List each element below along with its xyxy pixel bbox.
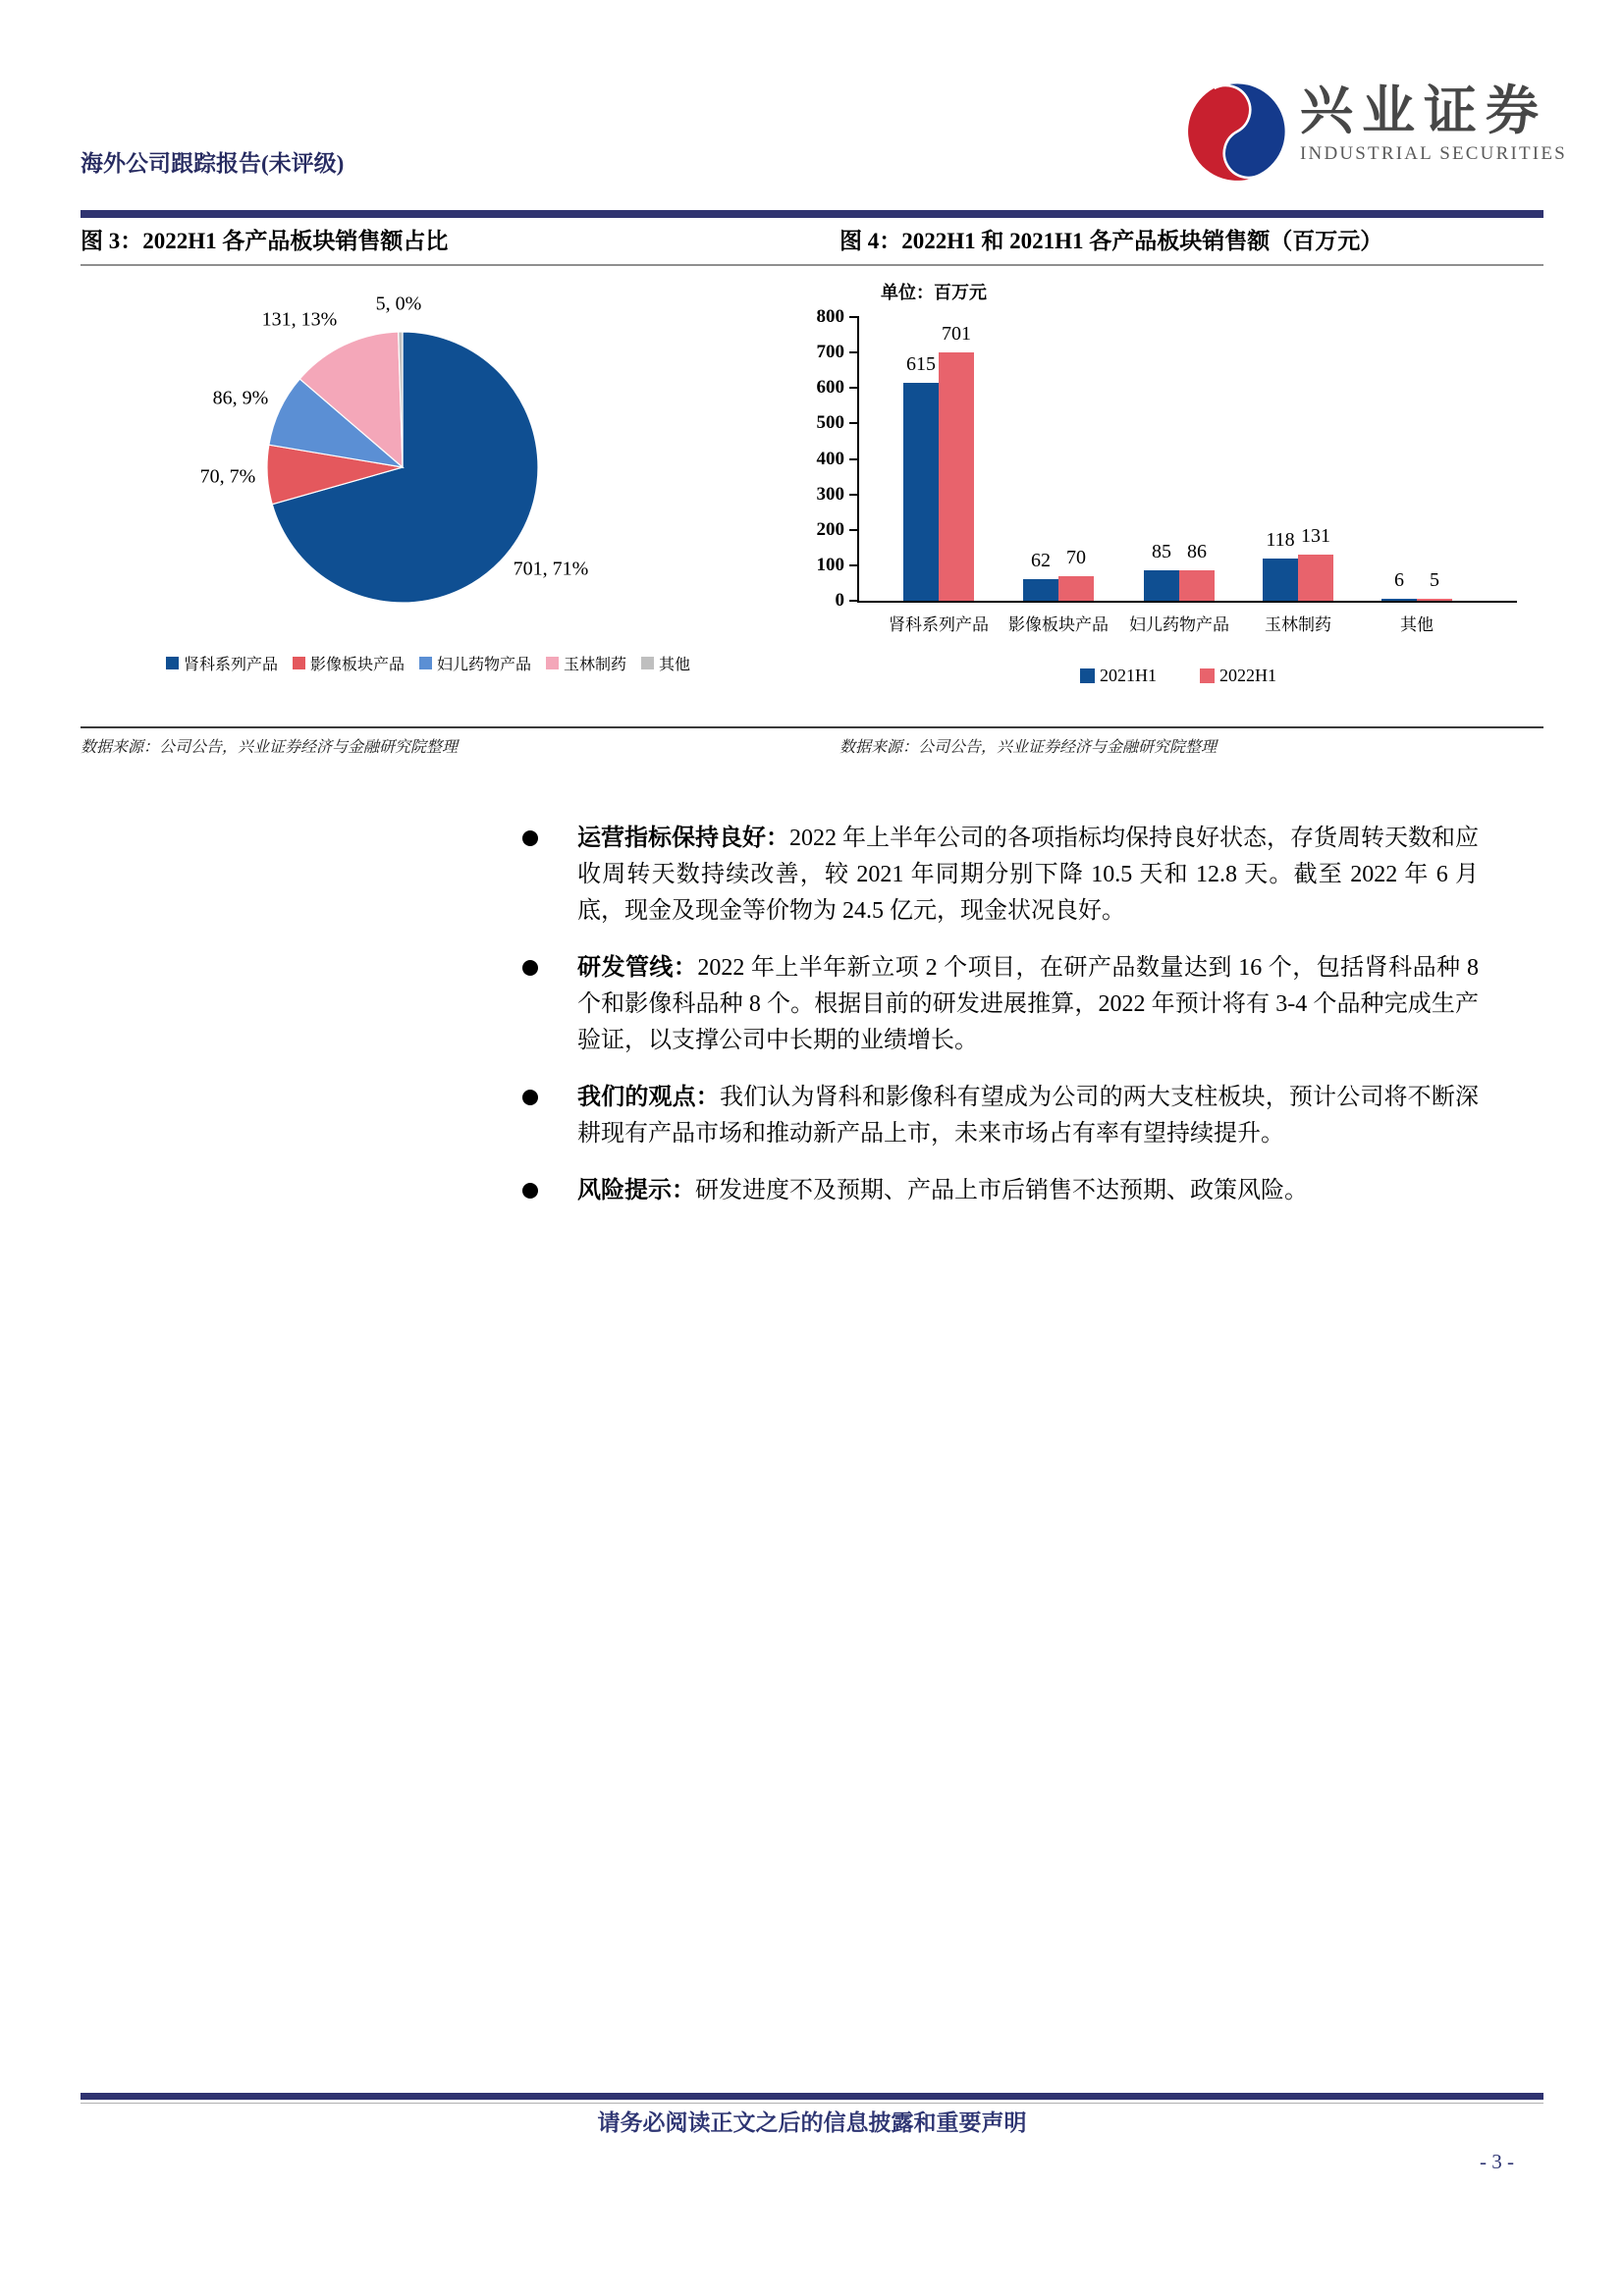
bar-2021H1 [1144,570,1179,601]
bar-unit-label: 单位：百万元 [881,283,987,302]
legend-label: 影像板块产品 [309,657,405,673]
footer-rule [81,2093,1543,2100]
bullet-list [520,821,1479,1230]
bar-2022H1 [1298,555,1333,601]
y-axis-tick-label: 200 [816,518,844,540]
bar-2021H1 [1263,559,1298,601]
legend-label: 妇儿药物产品 [436,657,531,673]
bullet-marker-icon [522,960,538,976]
bar-value-label: 701 [942,322,971,345]
y-axis-tick-label: 500 [816,412,844,434]
bullet-lead: 风险提示： [577,1178,695,1203]
bullet-item [520,950,1479,1059]
bullet-text: 我们认为肾科和影像科有望成为公司的两大支柱板块，预计公司将不断深耕现有产品市场和推动新产品上市，未来市场占有率有望持续提升。 [577,1085,1480,1147]
bar-2022H1 [1417,599,1452,602]
bullet-marker-icon [522,1090,538,1105]
y-axis-tick-mark [849,494,857,496]
figure4-title: 图 4：2022H1 和 2021H1 各产品板块销售额（百万元） [839,229,1383,253]
bar-value-label: 5 [1430,568,1439,591]
y-axis-tick-mark [849,600,857,602]
footer-thin-rule [81,2103,1543,2104]
pie-data-label: 5, 0% [375,293,422,315]
legend-label: 其他 [659,657,691,673]
bullet-text: 2022 年上半年公司的各项指标均保持良好状态，存货周转天数和应收周转天数持续改善，较 2021 年同期分别下降 10.5 天和 12.8 天。截至 2022 年 6 月底，现金及现金等价物为 24.5 亿元，现金状况良好。 [577,826,1479,924]
bullet-text: 研发进度不及预期、产品上市后销售不达预期、政策风险。 [695,1178,1308,1203]
bullet-item [520,821,1479,930]
bullet-item [520,1080,1479,1152]
pie-data-label: 701, 71% [513,558,589,580]
legend-item [1200,666,1276,686]
disclaimer: 请务必阅读正文之后的信息披露和重要声明 [597,2110,1027,2135]
bullet-item [520,1173,1479,1209]
bar-2021H1 [1381,599,1417,602]
figure4-source: 数据来源：公司公告，兴业证券经济与金融研究院整理 [839,739,1218,756]
y-axis-tick-label: 100 [816,554,844,575]
bar-2022H1 [939,352,974,601]
bullet-marker-icon [522,1183,538,1199]
report-type: 海外公司跟踪报告(未评级) [81,151,345,176]
y-axis-tick-mark [849,564,857,566]
bar-chart [0,0,1624,766]
x-axis-category-label: 肾科系列产品 [889,615,989,634]
y-axis-tick-mark [849,458,857,460]
y-axis-tick-mark [849,351,857,353]
legend-swatch-icon [1200,668,1215,683]
bar-value-label: 6 [1394,568,1404,591]
bar-2022H1 [1179,570,1215,601]
y-axis-tick-mark [849,422,857,424]
bar-value-label: 85 [1152,541,1171,563]
legend-swatch-icon [1080,668,1095,683]
bullet-text: 2022 年上半年新立项 2 个项目，在研产品数量达到 16 个，包括肾科品种 8 个和影像科品种 8 个。根据目前的研发进展推算，2022 年预计将有 3-4 个品种完成生产验证，以支撑公司中长期的业绩增长。 [577,955,1480,1053]
bar-2021H1 [903,383,939,601]
bullet-marker-icon [522,830,538,846]
legend-label: 2021H1 [1100,666,1157,685]
bar-value-label: 118 [1266,529,1295,552]
bullet-lead: 我们的观点： [577,1085,720,1110]
page-number: - 3 - [1480,2150,1514,2173]
bar-value-label: 86 [1187,540,1207,562]
y-axis-tick-label: 700 [816,342,844,363]
legend-label: 2022H1 [1219,666,1276,685]
x-axis-category-label: 其他 [1400,615,1434,634]
x-axis-category-label: 影像板块产品 [1008,615,1109,634]
pie-data-label: 131, 13% [261,308,338,331]
y-axis-tick-label: 0 [835,590,844,611]
bar-legend [839,666,1517,686]
y-axis-tick-label: 400 [816,448,844,469]
y-axis-tick-label: 800 [816,306,844,327]
y-axis-tick-mark [849,316,857,318]
pie-data-label: 86, 9% [212,387,269,409]
y-axis-tick-label: 600 [816,377,844,399]
bar-value-label: 615 [906,352,936,375]
legend-label: 玉林制药 [564,657,627,673]
bar-value-label: 131 [1301,524,1330,547]
bar-value-label: 70 [1066,546,1086,568]
pie-data-label: 70, 7% [199,465,256,488]
x-axis-category-label: 玉林制药 [1265,615,1331,634]
y-axis-tick-mark [849,387,857,389]
x-axis-category-label: 妇儿药物产品 [1129,615,1229,634]
y-axis-tick-label: 300 [816,483,844,505]
bar-value-label: 62 [1031,549,1051,571]
legend-item [1080,666,1157,686]
x-axis-line [857,601,1517,603]
figure3-source: 数据来源：公司公告，兴业证券经济与金融研究院整理 [81,739,459,756]
bar-2021H1 [1023,579,1058,601]
figure3-title: 图 3：2022H1 各产品板块销售额占比 [81,229,449,253]
brand-name-cn: 兴业证券 [1300,81,1547,140]
brand-name-en: INDUSTRIAL SECURITIES [1300,143,1567,164]
legend-label: 肾科系列产品 [183,657,278,673]
y-axis-tick-mark [849,529,857,531]
bullet-lead: 研发管线： [577,955,698,981]
y-axis-line [857,316,859,603]
bullet-lead: 运营指标保持良好： [577,826,789,851]
bar-2022H1 [1058,576,1094,601]
